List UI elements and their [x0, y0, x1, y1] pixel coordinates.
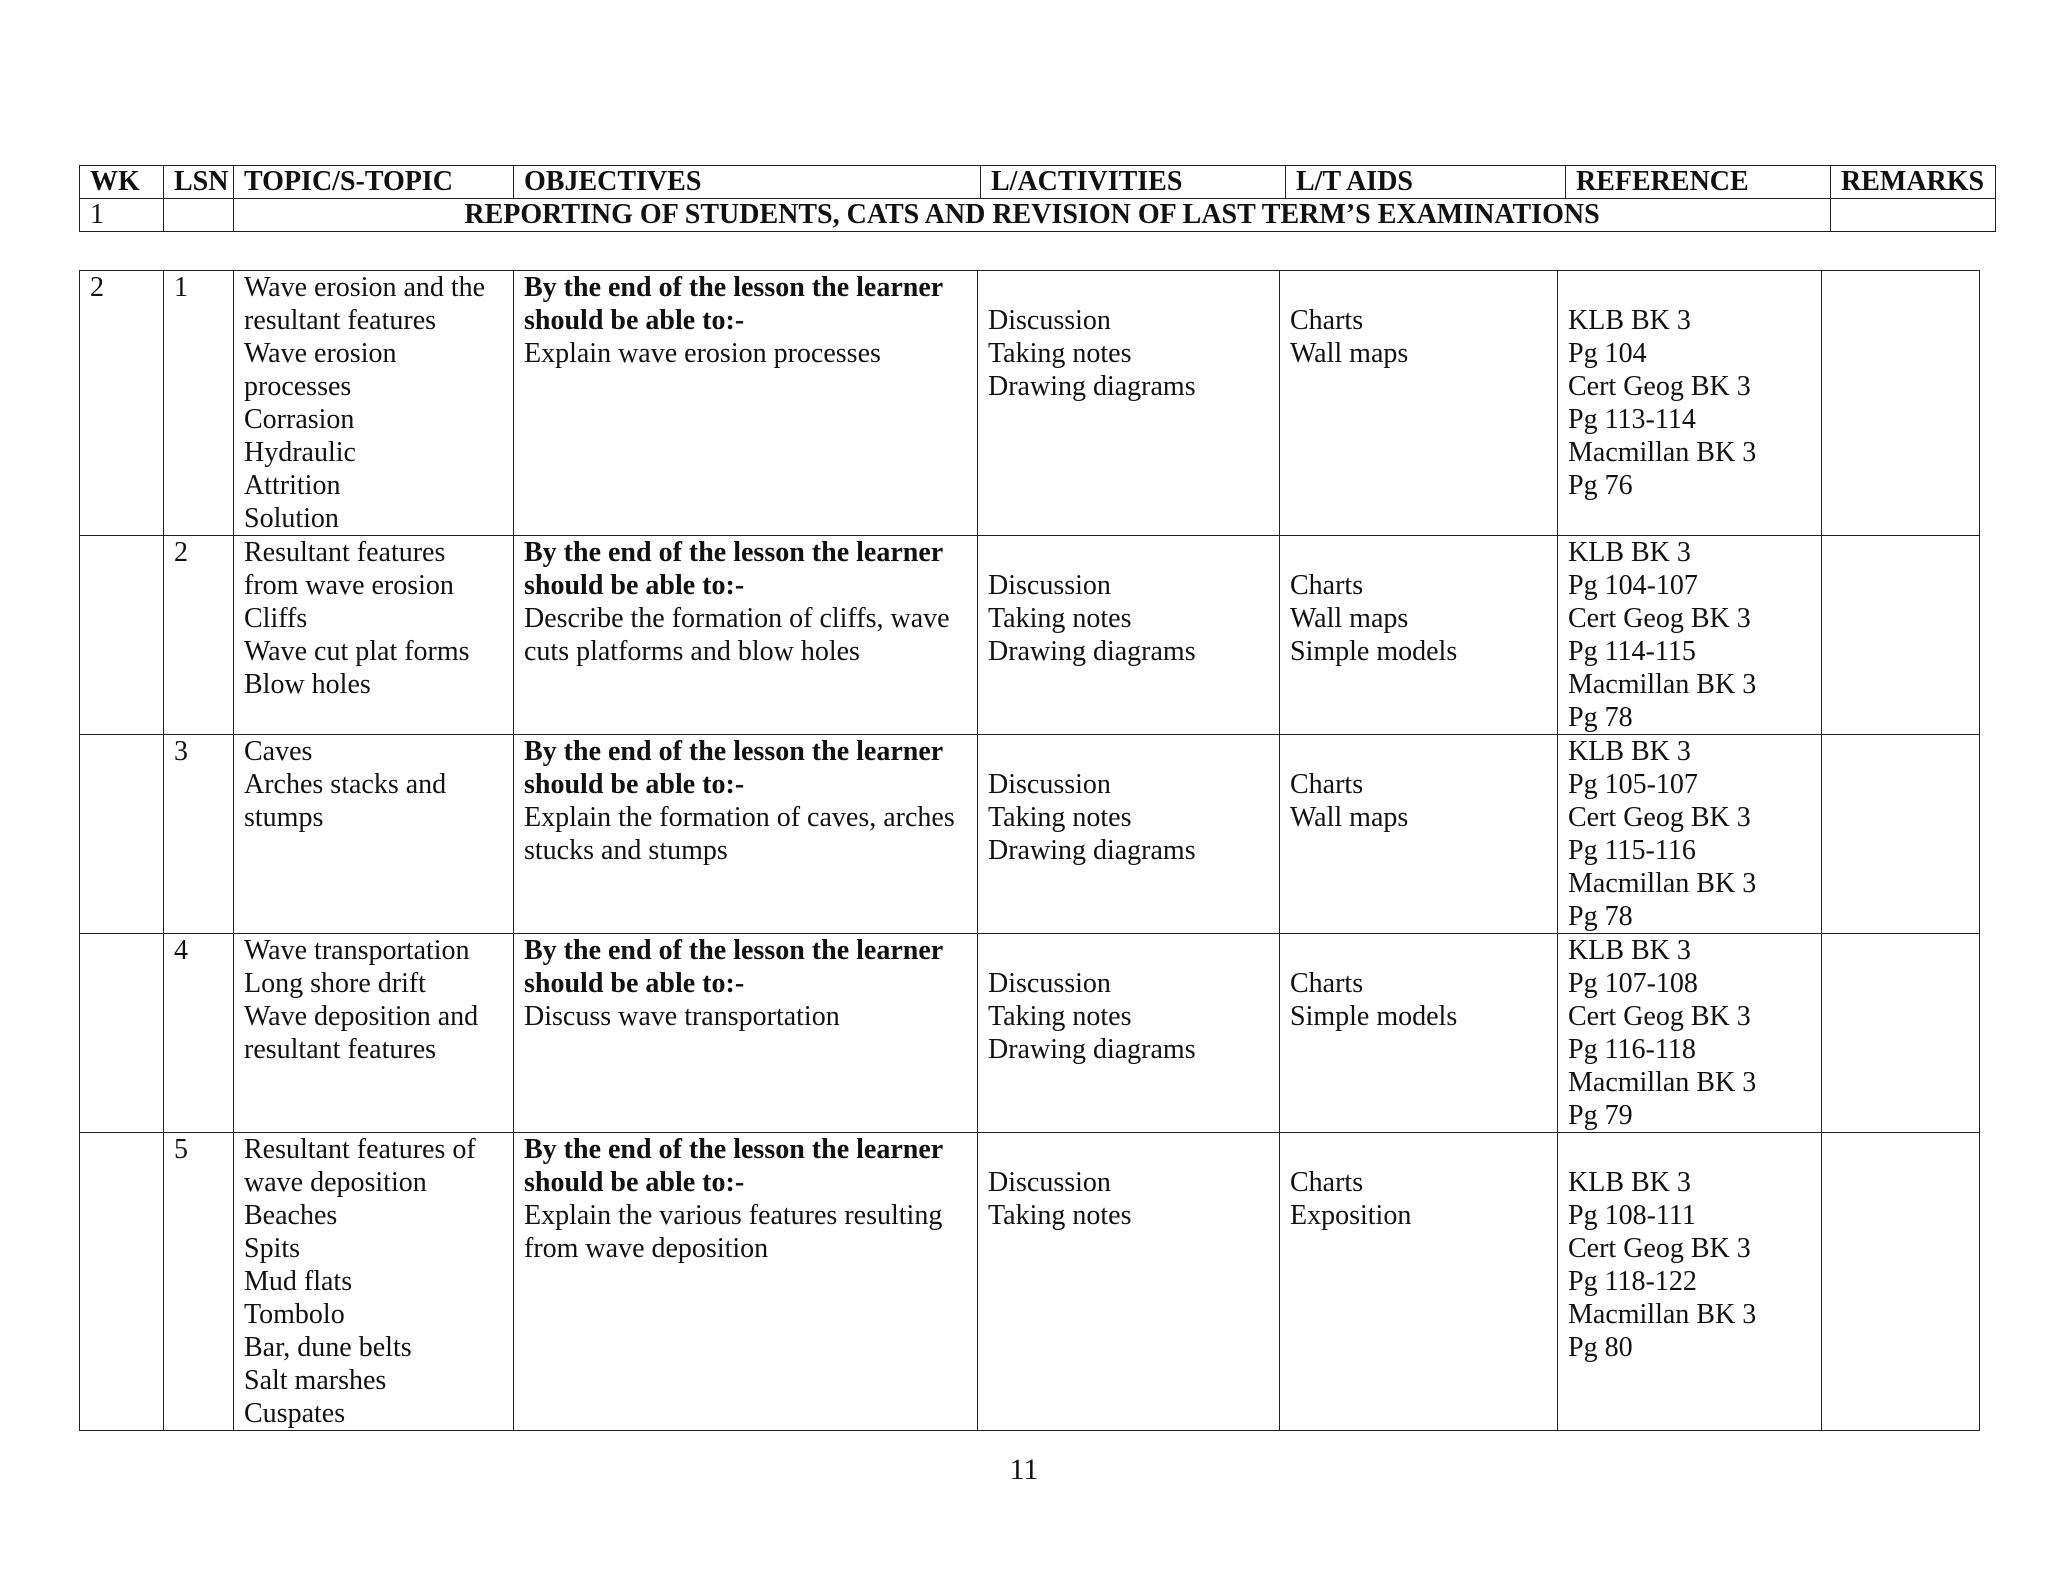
activities-cell-line: Discussion: [988, 305, 1111, 336]
aids-cell-line: Charts: [1290, 305, 1364, 336]
objective-heading-line: By the end of the lesson the learner: [524, 537, 944, 568]
activities-cell-line: Discussion: [988, 1167, 1111, 1198]
topic-cell-line: Wave erosion: [244, 338, 397, 369]
lesson-row: [80, 735, 1980, 934]
aids-cell: [1280, 1133, 1558, 1431]
reference-cell-line: Pg 115-116: [1568, 835, 1696, 866]
topic-cell-line: Hydraulic: [244, 437, 356, 468]
objectives-cell: [514, 271, 978, 536]
activities-cell-line: Taking notes: [988, 802, 1132, 833]
spacer: [1290, 271, 1557, 304]
aids-cell: [1280, 735, 1558, 934]
remarks-cell: [1822, 735, 1980, 934]
spacer: [1568, 1133, 1821, 1166]
spacer: [988, 1133, 1279, 1166]
column-header: OBJECTIVES: [514, 166, 981, 199]
column-header: REFERENCE: [1566, 166, 1831, 199]
objective-heading-line: By the end of the lesson the learner: [524, 1134, 944, 1165]
lesson-row: [80, 1133, 1980, 1431]
topic-cell-line: stumps: [244, 802, 324, 833]
reference-cell-line: Pg 78: [1568, 901, 1633, 932]
topic-cell-line: Cliffs: [244, 603, 308, 634]
activities-cell: [978, 934, 1280, 1133]
reference-cell: [1558, 1133, 1822, 1431]
objective-heading-line: should be able to:-: [524, 1167, 745, 1198]
lesson-number: 5: [164, 1133, 234, 1431]
topic-cell: [234, 536, 514, 735]
remarks-cell: [1822, 1133, 1980, 1431]
topic-cell: [234, 271, 514, 536]
topic-cell-line: Corrasion: [244, 404, 355, 435]
empty-cell: [1831, 199, 1996, 232]
aids-cell-line: Simple models: [1290, 636, 1458, 667]
activities-cell-line: Taking notes: [988, 1001, 1132, 1032]
objective-heading-line: should be able to:-: [524, 570, 745, 601]
topic-cell-line: Tombolo: [244, 1299, 345, 1330]
reference-cell-line: Pg 114-115: [1568, 636, 1696, 667]
remarks-cell: [1822, 934, 1980, 1133]
week-number: [80, 1133, 164, 1431]
objectives-cell: [514, 536, 978, 735]
lesson-row: [80, 934, 1980, 1133]
activities-cell-line: Discussion: [988, 769, 1111, 800]
activities-cell: [978, 536, 1280, 735]
activities-cell-line: Drawing diagrams: [988, 1034, 1196, 1065]
aids-cell-line: Exposition: [1290, 1200, 1412, 1231]
column-header: L/T AIDS: [1286, 166, 1566, 199]
reference-cell-line: Macmillan BK 3: [1568, 669, 1757, 700]
column-header: TOPIC/S-TOPIC: [234, 166, 514, 199]
objective-heading-line: By the end of the lesson the learner: [524, 935, 944, 966]
spacer: [1290, 536, 1557, 569]
reference-cell: [1558, 536, 1822, 735]
reference-cell-line: Pg 79: [1568, 1100, 1633, 1131]
activities-cell-line: Discussion: [988, 570, 1111, 601]
objective-line: Explain the various features resulting: [524, 1200, 943, 1231]
reference-cell-line: Pg 104-107: [1568, 570, 1698, 601]
lesson-row: [80, 271, 1980, 536]
lessons-table: [79, 270, 1980, 1431]
week-1-note: REPORTING OF STUDENTS, CATS AND REVISION OF LAST TERM’S EXAMINATIONS: [234, 199, 1831, 232]
aids-cell-line: Charts: [1290, 1167, 1364, 1198]
reference-cell: [1558, 271, 1822, 536]
header-table: [79, 165, 1996, 232]
column-header: LSN: [164, 166, 234, 199]
week-number: 2: [80, 271, 164, 536]
reference-cell: [1558, 934, 1822, 1133]
activities-cell-line: Discussion: [988, 968, 1111, 999]
topic-cell-line: resultant features: [244, 1034, 437, 1065]
topic-cell-line: Attrition: [244, 470, 341, 501]
aids-cell: [1280, 271, 1558, 536]
topic-cell-line: Salt marshes: [244, 1365, 387, 1396]
column-header: REMARKS: [1831, 166, 1996, 199]
topic-cell-line: processes: [244, 371, 352, 402]
reference-cell-line: Macmillan BK 3: [1568, 437, 1757, 468]
activities-cell: [978, 735, 1280, 934]
objectives-cell: [514, 934, 978, 1133]
spacer: [988, 934, 1279, 967]
topic-cell-line: Blow holes: [244, 669, 371, 700]
objective-line: Describe the formation of cliffs, wave: [524, 603, 950, 634]
reference-cell-line: Cert Geog BK 3: [1568, 1233, 1751, 1264]
objective-line: from wave deposition: [524, 1233, 769, 1264]
objective-heading-line: should be able to:-: [524, 769, 745, 800]
topic-cell-line: Beaches: [244, 1200, 338, 1231]
topic-cell-line: Arches stacks and: [244, 769, 447, 800]
reference-cell-line: Pg 105-107: [1568, 769, 1698, 800]
lesson-row: [80, 536, 1980, 735]
objective-line: Explain the formation of caves, arches: [524, 802, 955, 833]
topic-cell-line: wave deposition: [244, 1167, 427, 1198]
topic-cell-line: Wave erosion and the: [244, 272, 486, 303]
aids-cell-line: Simple models: [1290, 1001, 1458, 1032]
topic-cell-line: Wave deposition and: [244, 1001, 479, 1032]
objective-line: Explain wave erosion processes: [524, 338, 881, 369]
aids-cell-line: Charts: [1290, 769, 1364, 800]
objectives-cell: [514, 735, 978, 934]
column-header: L/ACTIVITIES: [981, 166, 1286, 199]
activities-cell: [978, 271, 1280, 536]
activities-cell-line: Taking notes: [988, 1200, 1132, 1231]
topic-cell-line: Solution: [244, 503, 339, 534]
topic-cell-line: Bar, dune belts: [244, 1332, 412, 1363]
spacer: [1290, 1133, 1557, 1166]
objective-line: Discuss wave transportation: [524, 1001, 840, 1032]
reference-cell-line: Pg 118-122: [1568, 1266, 1697, 1297]
topic-cell-line: Wave transportation: [244, 935, 470, 966]
activities-cell: [978, 1133, 1280, 1431]
reference-cell-line: Cert Geog BK 3: [1568, 371, 1751, 402]
lesson-number: 3: [164, 735, 234, 934]
reference-cell-line: Pg 104: [1568, 338, 1647, 369]
objective-heading-line: should be able to:-: [524, 968, 745, 999]
reference-cell-line: KLB BK 3: [1568, 736, 1691, 767]
reference-cell-line: KLB BK 3: [1568, 1167, 1691, 1198]
reference-cell-line: Pg 116-118: [1568, 1034, 1696, 1065]
aids-cell-line: Wall maps: [1290, 603, 1409, 634]
activities-cell-line: Drawing diagrams: [988, 835, 1196, 866]
aids-cell: [1280, 934, 1558, 1133]
aids-cell-line: Charts: [1290, 968, 1364, 999]
reference-cell: [1558, 735, 1822, 934]
topic-cell-line: Resultant features of: [244, 1134, 476, 1165]
reference-cell-line: Macmillan BK 3: [1568, 1067, 1757, 1098]
aids-cell-line: Wall maps: [1290, 802, 1409, 833]
reference-cell-line: Macmillan BK 3: [1568, 868, 1757, 899]
topic-cell-line: Mud flats: [244, 1266, 353, 1297]
reference-cell-line: Pg 107-108: [1568, 968, 1698, 999]
topic-cell-line: Resultant features: [244, 537, 446, 568]
topic-cell-line: Caves: [244, 736, 313, 767]
reference-cell-line: Pg 108-111: [1568, 1200, 1696, 1231]
topic-cell-line: Wave cut plat forms: [244, 636, 470, 667]
reference-cell-line: KLB BK 3: [1568, 935, 1691, 966]
objective-line: stucks and stumps: [524, 835, 728, 866]
activities-cell-line: Taking notes: [988, 338, 1132, 369]
aids-cell-line: Wall maps: [1290, 338, 1409, 369]
lesson-number: 2: [164, 536, 234, 735]
objective-heading-line: By the end of the lesson the learner: [524, 736, 944, 767]
week-number: [80, 735, 164, 934]
objectives-cell: [514, 1133, 978, 1431]
topic-cell: [234, 1133, 514, 1431]
week-number: [80, 934, 164, 1133]
reference-cell-line: Cert Geog BK 3: [1568, 1001, 1751, 1032]
topic-cell-line: Long shore drift: [244, 968, 426, 999]
topic-cell-line: resultant features: [244, 305, 437, 336]
week-number: 1: [80, 199, 164, 232]
activities-cell-line: Taking notes: [988, 603, 1132, 634]
spacer: [1290, 934, 1557, 967]
topic-cell-line: Spits: [244, 1233, 301, 1264]
reference-cell-line: Pg 80: [1568, 1332, 1633, 1363]
objective-heading-line: By the end of the lesson the learner: [524, 272, 944, 303]
topic-cell: [234, 735, 514, 934]
topic-cell-line: Cuspates: [244, 1398, 346, 1429]
remarks-cell: [1822, 536, 1980, 735]
activities-cell-line: Drawing diagrams: [988, 636, 1196, 667]
week-number: [80, 536, 164, 735]
objective-line: cuts platforms and blow holes: [524, 636, 860, 667]
reference-cell-line: Pg 78: [1568, 702, 1633, 733]
spacer: [988, 735, 1279, 768]
column-header: WK: [80, 166, 164, 199]
spacer: [1290, 735, 1557, 768]
week-1-row: [80, 199, 1996, 232]
spacer: [1568, 271, 1821, 304]
spacer: [988, 271, 1279, 304]
spacer: [988, 536, 1279, 569]
aids-cell-line: Charts: [1290, 570, 1364, 601]
reference-cell-line: KLB BK 3: [1568, 305, 1691, 336]
reference-cell-line: KLB BK 3: [1568, 537, 1691, 568]
reference-cell-line: Pg 76: [1568, 470, 1633, 501]
reference-cell-line: Cert Geog BK 3: [1568, 603, 1751, 634]
topic-cell-line: from wave erosion: [244, 570, 454, 601]
lesson-number: 4: [164, 934, 234, 1133]
topic-cell: [234, 934, 514, 1133]
page-number: 11: [1009, 1453, 1039, 1486]
remarks-cell: [1822, 271, 1980, 536]
reference-cell-line: Cert Geog BK 3: [1568, 802, 1751, 833]
activities-cell-line: Drawing diagrams: [988, 371, 1196, 402]
empty-cell: [164, 199, 234, 232]
aids-cell: [1280, 536, 1558, 735]
reference-cell-line: Pg 113-114: [1568, 404, 1696, 435]
objective-heading-line: should be able to:-: [524, 305, 745, 336]
column-header-row: [80, 166, 1996, 199]
lesson-number: 1: [164, 271, 234, 536]
reference-cell-line: Macmillan BK 3: [1568, 1299, 1757, 1330]
